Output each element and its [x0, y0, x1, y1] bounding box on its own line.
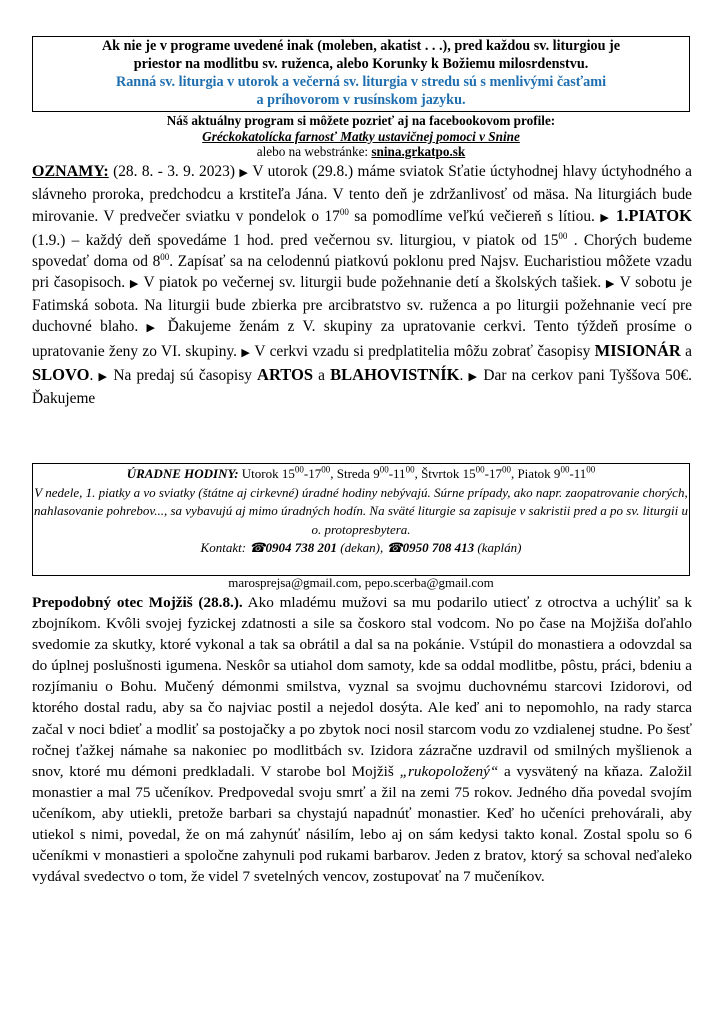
contact-label: Kontakt: — [200, 540, 250, 556]
announcements — [32, 161, 692, 409]
bullet-icon: ▶ — [605, 278, 616, 291]
announcement-text: . — [459, 366, 469, 384]
phone-dekan[interactable]: 0904 738 201 — [265, 540, 337, 556]
superscript: 00 — [379, 464, 389, 475]
announcement-text: sa pomodlíme veľkú večiereň s lítiou. — [348, 208, 601, 226]
announcement-text: V sobotu je Fatimská sobota. Na liturgii bude zbierka pre arcibratstvo sv. ruženca a po liturgii požehnanie vecí pre duchovné blaho. — [32, 274, 692, 336]
announcement-text: . Chorých budeme spovedať doma od 8 — [32, 231, 692, 270]
office-hours-box — [32, 463, 690, 576]
announcement-text: a — [313, 366, 331, 384]
office-hours-label: ÚRADNE HODINY: — [126, 466, 239, 481]
bullet-icon: ▶ — [241, 346, 251, 359]
superscript: 00 — [294, 464, 304, 475]
announcement-text: . Zapísať sa na celodennú piatkovú poklonu pred Najsv. Eucharistiou môžete vzadu pri časopisoch. — [32, 252, 692, 292]
magazine-blahovistnik: BLAHOVISTNÍK — [330, 364, 460, 384]
bullet-icon: ▶ — [98, 370, 109, 383]
phone-kaplan[interactable]: 0950 708 413 — [402, 540, 475, 556]
announcement-text: Na predaj sú časopisy — [108, 366, 258, 384]
office-hours-text: Utorok 15 — [238, 466, 295, 481]
saint-text: Ako mladému mužovi sa mu podarilo utiecť z otroctva a uchýliť sa k zbojníkom. Kvôli svojej fyzickej zdatnosti a sile sa čoskoro stal vodcom. No po čase na Mojžiša doľahlo svedomie za skutky, ktoré vykonal a tak sa obrátil a dal sa na pokánie. Vstúpil do monastiera a odovzdal sa do úplnej poslušnosti igumena. Neskôr sa utiahol dom samoty, kde sa oddal modlitbe, pôstu, práci, bdeniu a rozjímaniu o Bohu. Mučený démonmi smilstva, vyznal sa svojmu duchovnému starcovi Izidorovi, od ktorého dostal radu, aby sa čo najviac postil a nejedol dosýta. Ale keď ani to nepomohlo, na rady starca začal v noci bdieť a modliť sa postojačky a po zbytok noci nosil starcom vodu zo vzdialenej studne. Po šesť ročnej ťažkej námahe sa nakoniec po modlitbách sv. Izidora zázračne uzdravil od smilných myšlienok a snov, ktoré mu démoni predkladali. V starobe bol Mojžiš — [32, 594, 692, 780]
superscript: 00 — [405, 464, 415, 475]
office-hours-line — [33, 465, 689, 484]
office-hours-text: , Piatok 9 — [510, 466, 561, 481]
facebook-info — [32, 113, 690, 160]
announcement-text: V cerkvi vzadu si predplatitelia môžu zobrať časopisy — [250, 342, 595, 360]
office-hours-text: -17 — [303, 466, 322, 481]
superscript: 00 — [475, 464, 485, 475]
announcement-text: Ďakujeme ženám z V. skupiny za upratovanie cerkvi. Tento týždeň prosíme o upratovanie ženy zo VI. skupiny. — [32, 318, 692, 360]
saint-title: Prepodobný otec Mojžiš (28.8.). — [32, 594, 243, 611]
office-hours-text: , Štvrtok 15 — [414, 466, 476, 481]
announcement-text: (1.9.) – každý deň spovedáme 1 hod. pred večernou sv. liturgiou, v piatok od 15 — [32, 231, 559, 249]
notice-box — [32, 36, 690, 112]
notice-line-2: priestor na modlitbu sv. ruženca, alebo Korunky k Božiemu milosrdenstvu. — [133, 56, 589, 72]
announcement-text: . — [89, 366, 99, 384]
magazine-misionar: MISIONÁR — [594, 340, 681, 360]
facebook-profile-link[interactable]: Gréckokatolícka farnosť Matky ustavičnej pomoci v Snine — [202, 128, 520, 144]
website-link[interactable]: snina.grkatpo.sk — [371, 144, 466, 159]
website-line — [32, 144, 690, 160]
superscript: 00 — [160, 251, 170, 262]
contact-role: (kaplán) — [474, 540, 522, 556]
magazine-artos: ARTOS — [257, 364, 314, 384]
notice-blue-line-2: a príhovorom v rusínskom jazyku. — [256, 92, 466, 108]
office-hours-text: , Streda 9 — [330, 466, 380, 481]
bullet-icon: ▶ — [146, 322, 160, 335]
superscript: 00 — [321, 464, 331, 475]
office-hours-text: -17 — [484, 466, 502, 481]
superscript: 00 — [560, 464, 570, 475]
phone-icon: ☎ — [249, 540, 266, 556]
notice-line-1: Ak nie je v programe uvedené inak (moleben, akatist . . .), pred každou sv. liturgiou je — [101, 38, 621, 54]
magazine-slovo: SLOVO — [32, 364, 90, 384]
announcements-heading: OZNAMY: — [32, 163, 109, 180]
contact-line — [33, 539, 689, 558]
bullet-icon: ▶ — [129, 278, 140, 291]
first-friday: 1.PIATOK — [610, 206, 692, 226]
superscript: 00 — [501, 464, 511, 475]
announcement-text: V utorok (29.8.) máme sviatok Sťatie úctyhodnej hlavy úctyhodného a slávneho proroka, predchodcu a krstiteľa Jána. V tento deň je zdržanlivosť od mäsa. Na liturgiách bude mirovanie. V predvečer sviatku v pondelok o 17 — [32, 163, 692, 226]
office-hours-note: V nedele, 1. piatky a vo sviatky (štátne aj cirkevné) úradné hodiny nebývajú. Súrne prípady, ako napr. zaopatrovanie chorých, nahlasovanie pohrebov..., sa vybavujú aj mimo úradných hodín. Na sväté liturgie sa zapisuje v sakristii pred a po sv. liturgii u o. protopresbytera. — [33, 484, 689, 537]
office-hours-text: -11 — [569, 466, 587, 481]
bullet-icon: ▶ — [600, 212, 611, 225]
phone-icon: ☎ — [386, 540, 403, 556]
notice-blue-line-1: Ranná sv. liturgia v utorok a večerná sv. liturgia v stredu sú s menlivými časťami — [115, 74, 607, 90]
bullet-icon: ▶ — [239, 167, 249, 179]
superscript: 00 — [339, 207, 349, 218]
contact-role: (dekan), — [337, 540, 387, 556]
superscript: 00 — [586, 464, 596, 475]
announcement-text: Dar na cerkov pani Tyššova 50€. Ďakujeme — [32, 366, 692, 408]
website-prefix: alebo na webstránke: — [256, 144, 372, 159]
superscript: 00 — [558, 230, 568, 241]
office-hours-text: -11 — [388, 466, 406, 481]
announcements-date-range: (28. 8. - 3. 9. 2023) — [108, 163, 240, 180]
saint-quote: „rukopoložený“ — [399, 762, 499, 780]
bullet-icon: ▶ — [468, 370, 479, 383]
saint-article — [32, 592, 692, 887]
saint-text: a vysvätený na kňaza. Založil monastier a mal 75 učeníkov. Predpovedal svoju smrť a žil na zemi 75 rokov. Jedného dňa povedal svojím učeníkom, aby utiekli, pretože barbari sa chystajú napadnúť monastier. Keď ho učeníci prehovárali, aby utiekol s nimi, povedal, že on má zahynúť násilím, lebo aj on sám kedysi takto konal. Zostal spolu so 6 učeníkmi v monastieri a spoločne zahynuli pod rukami barbarov. Jeden z bratov, ktorý sa schoval neďaleko vydával svedectvo o tom, že videl 7 svetelných vencov, zostupovať na 7 mučeníkov. — [32, 762, 692, 886]
announcement-text: a — [680, 342, 692, 360]
facebook-intro: Náš aktuálny program si môžete pozrieť aj na facebookovom profile: — [166, 113, 556, 128]
email-addresses[interactable]: marosprejsa@gmail.com, pepo.scerba@gmail.com — [228, 575, 494, 590]
announcement-text: V piatok po večernej sv. liturgii bude požehnanie detí a školských tašiek. — [139, 274, 606, 292]
